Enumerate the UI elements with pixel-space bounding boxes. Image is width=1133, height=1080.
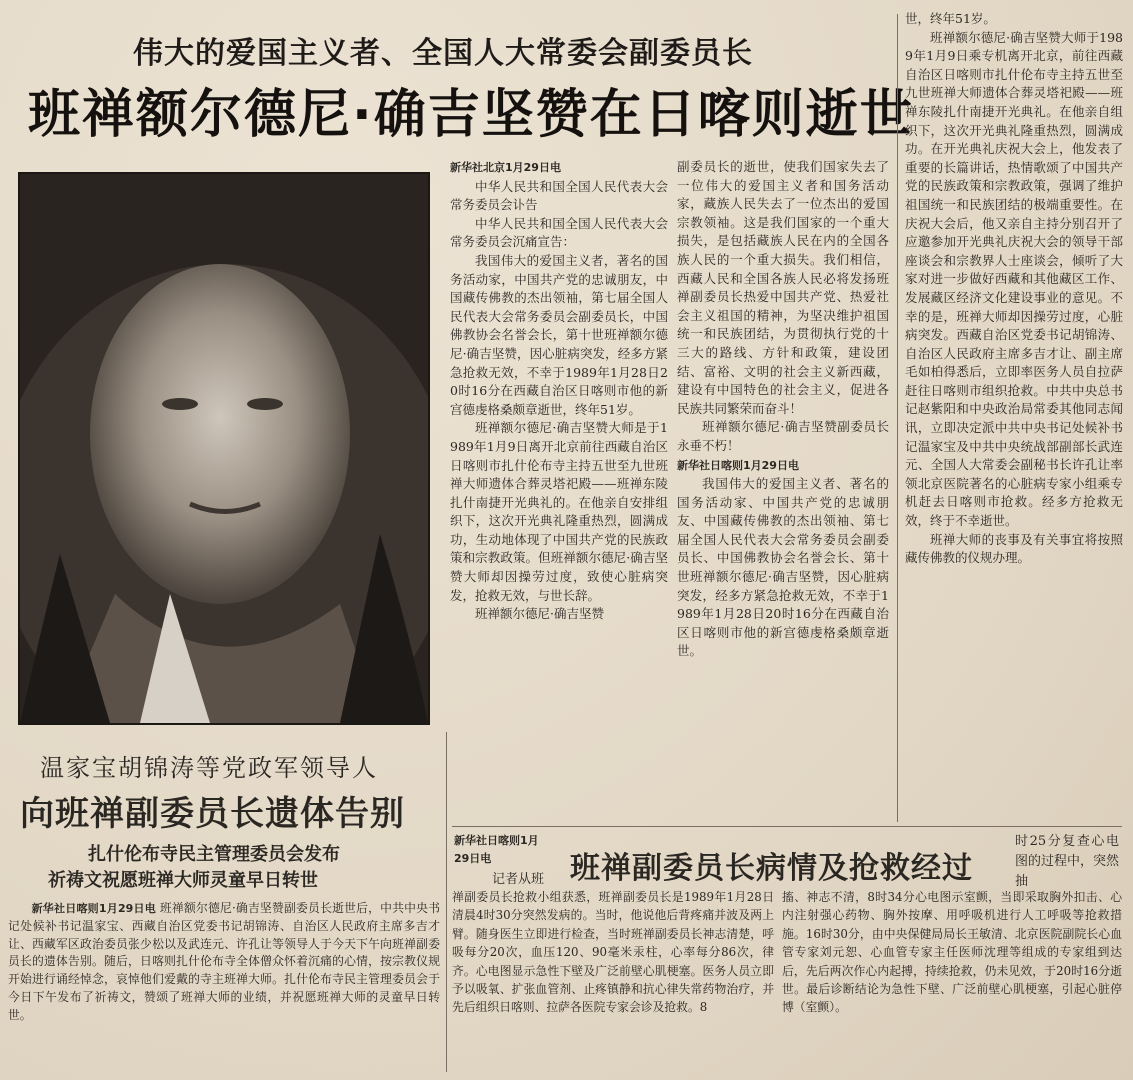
obituary-dateline-2: 新华社日喀则1月29日电 xyxy=(677,458,799,472)
paragraph: 班禅额尔德尼·确吉坚赞副委员长逝世后，中共中央书记处候补书记温家宝、西藏自治区党委书记胡锦涛、自治区人民政府主席多吉才让、西藏军区政治委员张少松以及武连元、许孔让等领导人于今天下午向班禅副委员长的遗体告别。随后，日喀则扎什伦布寺全体僧众怀着沉痛的心情，按宗教仪规开始进行诵经悼念，哀悼他们爱戴的寺主班禅大师。扎什伦布寺民主管理委员会于今日下午发布了祈祷文，赞颂了班禅大师的业绩，并祝愿班禅大师的灵童早日转世。 xyxy=(8,901,440,1022)
obituary-column-1 xyxy=(450,158,668,624)
farewell-deck-1: 扎什伦布寺民主管理委员会发布 xyxy=(88,844,340,865)
paragraph: 禅副委员长抢救小组获悉，班禅副委员长是1989年1月28日清晨4时30分突然发病的。当时，他说他后背疼痛并波及两上臂。随身医生立即进行检查，当时班禅副委员长神志清楚，呼吸每分20次，血压120、90毫米汞柱，心率每分86次，律齐。心电图显示急性下壁及广泛前壁心肌梗塞。医务人员立即予以吸氧、扩张血管剂、止疼镇静和抗心律失常药物治疗，并先后组织日喀则、拉萨各医院专家会诊及抢救。8 xyxy=(452,890,774,1015)
paragraph: 中华人民共和国全国人民代表大会常务委员会沉痛宣告： xyxy=(450,215,668,250)
paragraph: 班禅额尔德尼·确吉坚赞 xyxy=(475,606,604,622)
rescue-dateline: 新华社日喀则1月29日电 xyxy=(454,834,539,865)
section-rule xyxy=(452,826,1122,827)
paragraph: 搐、神志不清，8时34分心电图示室颤，当即采取胸外扣击、心内注射强心药物、胸外按摩、用呼吸机进行人工呼吸等抢救措施。16时30分，由中央保健局局长王敏清、北京医院副院长心血管专家刘元恕、心血管专家主任医师沈理等组成的专家组到达后，先后两次作心内起搏，持续抢救，仍未见效，于20时16分逝世。最后诊断结论为急性下壁、广泛前壁心肌梗塞，引起心脏停博（室颤）。 xyxy=(782,890,1122,1015)
headline-kicker: 伟大的爱国主义者、全国人大常委会副委员长 xyxy=(133,36,753,71)
paragraph: 世，终年51岁。 xyxy=(905,11,996,26)
paragraph: 班禅额尔德尼·确吉坚赞大师是于1989年1月9日离开北京前往西藏自治区日喀则市扎什伦布寺主持五世至九世班禅大师遗体合葬灵塔祀殿——班禅东陵扎什南捷开光典礼的。在他亲自安排组织下，这次开光典礼隆重热烈，圆满成功，生动地体现了中国共产党的民族政策和宗教政策。但班禅额尔德尼·确吉坚赞大师却因操劳过度，致使心脏病突发，抢救无效，与世长辞。 xyxy=(450,420,668,603)
farewell-subhead: 温家宝胡锦涛等党政军领导人 xyxy=(40,754,378,782)
farewell-dateline: 新华社日喀则1月29日电 xyxy=(31,902,156,915)
paragraph: 班禅大师的丧事及有关事宜将按照藏传佛教的仪规办理。 xyxy=(905,531,1123,566)
paragraph: 中华人民共和国全国人民代表大会常务委员会讣告 xyxy=(450,178,668,213)
paragraph: 时25分复查心电图的过程中，突然抽 xyxy=(1015,834,1120,889)
rescue-byline: 记者从班 xyxy=(492,872,545,887)
farewell-headline: 向班禅副委员长遗体告别 xyxy=(20,794,405,834)
headline-main: 班禅额尔德尼·确吉坚赞在日喀则逝世 xyxy=(28,85,914,145)
obituary-column-3 xyxy=(905,10,1123,568)
paragraph: 班禅额尔德尼·确吉坚赞副委员长永垂不朽！ xyxy=(677,419,889,453)
paragraph: 我国伟大的爱国主义者、著名的国务活动家、中国共产党的忠诚朋友、中国藏传佛教的杰出领袖、第七届全国人民代表大会常务委员会副委员长、中国佛教协会名誉会长、第十世班禅额尔德尼·确吉坚赞，因心脏病突发，经多方紧急抢救无效，不幸于1989年1月28日20时16分在西藏自治区日喀则市他的新宫德虔格桑颇章逝世。 xyxy=(677,476,889,659)
rescue-column-b xyxy=(782,888,1122,1017)
farewell-body xyxy=(8,900,440,1025)
paragraph: 副委员长的逝世，使我们国家失去了一位伟大的爱国主义者和国务活动家，藏族人民失去了一位杰出的爱国宗教领袖。这是我们国家的一个重大损失，是包括藏族人民在内的全国各族人民的一个重大损失。我们相信，西藏人民和全国各族人民必将发扬班禅副委员长热爱中国共产党、热爱社会主义祖国的精神，为坚决维护祖国统一和民族团结，为贯彻执行党的十三大的路线、方针和政策，建设团结、富裕、文明的社会主义新西藏，建设有中国特色的社会主义，促进各民族共同繁荣而奋斗！ xyxy=(677,159,889,416)
obituary-column-2 xyxy=(677,158,889,661)
column-divider xyxy=(897,14,898,822)
obituary-dateline: 新华社北京1月29日电 xyxy=(450,161,561,174)
farewell-deck-2: 祈祷文祝愿班禅大师灵童早日转世 xyxy=(48,870,318,891)
rescue-headline: 班禅副委员长病情及抢救经过 xyxy=(570,851,973,886)
rescue-head-right xyxy=(1015,832,1119,892)
portrait-photo xyxy=(18,172,430,725)
paragraph: 我国伟大的爱国主义者，著名的国务活动家，中国共产党的忠诚朋友，中国藏传佛教的杰出领袖，第七届全国人民代表大会常务委员会副委员长，中国佛教协会名誉会长，第十世班禅额尔德尼·确吉坚赞，因心脏病突发，经多方紧急抢救无效，不幸于1989年1月28日20时16分在西藏自治区日喀则市他的新宫德虔格桑颇章逝世，终年51岁。 xyxy=(450,252,668,417)
rescue-column-a xyxy=(452,888,774,1017)
paragraph: 班禅额尔德尼·确吉坚赞大师于1989年1月9日乘专机离开北京，前往西藏自治区日喀则市扎什伦布寺主持五世至九世班禅大师遗体合葬灵塔祀殿——班禅东陵扎什南捷开光典礼。在他亲自组织下，这次开光典礼隆重热烈，圆满成功。在开光典礼庆祝大会上，他发表了重要的长篇讲话，热情歌颂了中国共产党的民族政策和宗教政策，强调了维护祖国统一和民族团结的极端重要性。在庆祝大会后，他又亲自主持分别召开了应邀参加开光典礼庆祝大会的领导干部座谈会和宗教界人士座谈会，倾听了大家对进一步做好西藏和其他藏区工作、发展藏区经济文化建设事业的意见。不幸的是，班禅大师却因操劳过度，心脏病突发。西藏自治区党委书记胡锦涛、自治区人民政府主席多吉才让、副主席毛如柏得悉后，立即率医务人员自拉萨赶往日喀则市组织抢救。中共中央总书记赵紫阳和中央政治局常委其他同志闻讯，立即决定派中共中央书记处候补书记温家宝及中共中央统战部副部长武连元、全国人大常委会副秘书长许孔让率领北京医院著名的心脏病专家小组乘专机赶去日喀则市抢救。经多方抢救无效，终于不幸逝世。 xyxy=(905,29,1123,529)
section-divider xyxy=(446,732,447,1072)
